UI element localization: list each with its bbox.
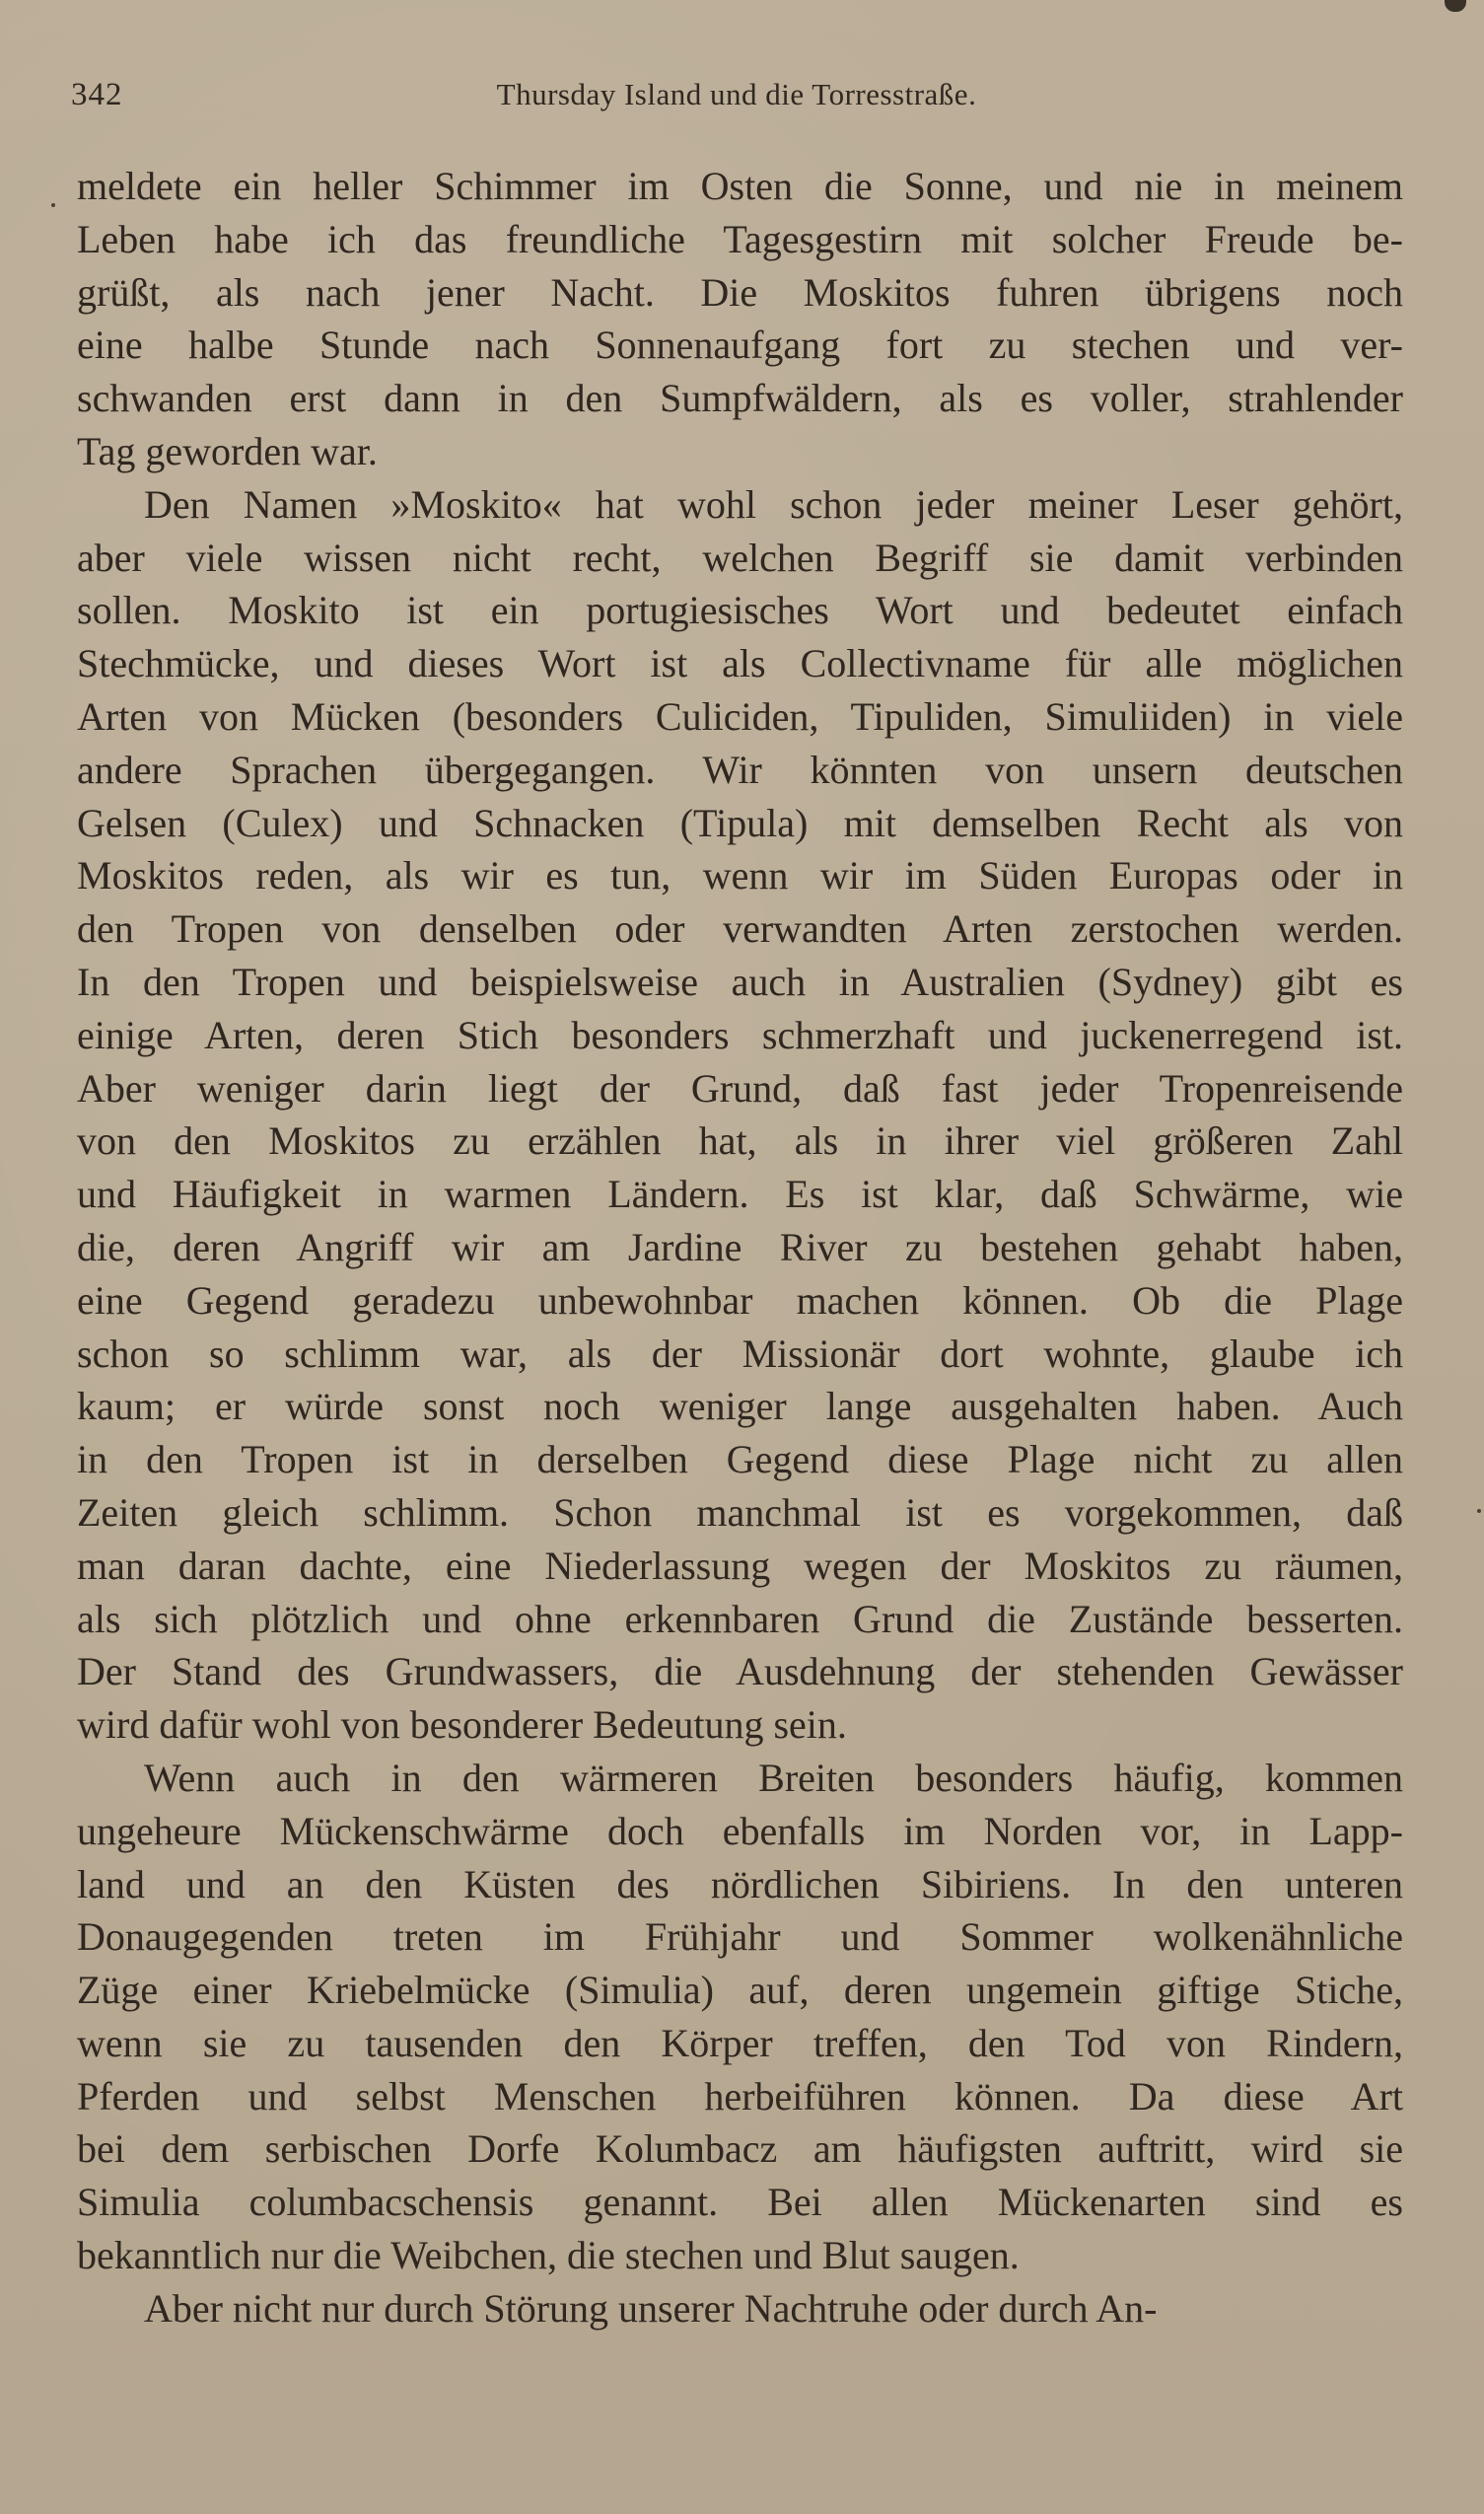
text-line: in den Tropen ist in derselben Gegend diese Plage nicht zu allen: [77, 1437, 1403, 1482]
text-line: Moskitos reden, als wir es tun, wenn wir im Süden Europas oder in: [77, 853, 1403, 898]
text-line: den Tropen von denselben oder verwandten Arten zerstochen werden.: [77, 906, 1403, 952]
text-line: als sich plötzlich und ohne erkennbaren Grund die Zustände besserten.: [77, 1596, 1403, 1641]
running-title: Thursday Island und die Torresstraße.: [496, 77, 977, 111]
text-line: einige Arten, deren Stich besonders schmerzhaft und juckenerregend ist.: [77, 1012, 1403, 1057]
text-line: Stechmücke, und dieses Wort ist als Collectivname für alle möglichen: [77, 641, 1403, 686]
text-line: und Häufigkeit in warmen Ländern. Es ist klar, daß Schwärme, wie: [77, 1172, 1403, 1217]
page-speck: [51, 203, 55, 207]
text-line: Züge einer Kriebelmücke (Simulia) auf, deren ungemein giftige Stiche,: [77, 1968, 1403, 2013]
text-line: Tag geworden war.: [77, 428, 378, 473]
text-line: aber viele wissen nicht recht, welchen Begriff sie damit verbinden: [77, 535, 1403, 580]
page-header: [71, 77, 1402, 126]
text-line: Simulia columbacschensis genannt. Bei allen Mückenarten sind es: [77, 2180, 1403, 2225]
text-line: kaum; er würde sonst noch weniger lange ausgehalten haben. Auch: [77, 1384, 1403, 1429]
text-line: land und an den Küsten des nördlichen Sibiriens. In den unteren: [77, 1861, 1403, 1906]
paragraph: [77, 160, 1403, 478]
page-number: 342: [71, 77, 123, 112]
body-text: [77, 160, 1403, 2335]
text-line: Den Namen »Moskito« hat wohl schon jeder meiner Leser gehört,: [144, 481, 1403, 527]
text-line: man daran dachte, eine Niederlassung wegen der Moskitos zu räumen,: [77, 1543, 1403, 1588]
text-line: In den Tropen und beispielsweise auch in Australien (Sydney) gibt es: [77, 959, 1403, 1004]
text-line: ungeheure Mückenschwärme doch ebenfalls im Norden vor, in Lapp-: [77, 1808, 1403, 1853]
text-line: Gelsen (Culex) und Schnacken (Tipula) mit demselben Recht als von: [77, 800, 1403, 845]
text-line: die, deren Angriff wir am Jardine River zu bestehen gehabt haben,: [77, 1224, 1403, 1269]
text-line: wird dafür wohl von besonderer Bedeutung sein.: [77, 1702, 847, 1748]
text-line: Aber nicht nur durch Störung unserer Nachtruhe oder durch An-: [144, 2285, 1158, 2331]
text-line: Pferden und selbst Menschen herbeiführen können. Da diese Art: [77, 2073, 1403, 2119]
text-line: schon so schlimm war, als der Missionär dort wohnte, glaube ich: [77, 1330, 1403, 1376]
page-speck: [1477, 1509, 1481, 1513]
text-line: bei dem serbischen Dorfe Kolumbacz am häufigsten auftritt, wird sie: [77, 2126, 1403, 2172]
paragraph: [77, 1752, 1403, 2282]
text-line: Zeiten gleich schlimm. Schon manchmal ist es vorgekommen, daß: [77, 1489, 1403, 1535]
text-line: Aber weniger darin liegt der Grund, daß fast jeder Tropenreisende: [77, 1065, 1403, 1111]
text-line: schwanden erst dann in den Sumpfwäldern, als es voller, strahlender: [77, 376, 1403, 421]
text-line: Arten von Mücken (besonders Culiciden, Tipuliden, Simuliiden) in viele: [77, 693, 1403, 739]
text-line: Der Stand des Grundwassers, die Ausdehnung der stehenden Gewässer: [77, 1649, 1403, 1694]
text-line: Donaugegenden treten im Frühjahr und Sommer wolkenähnliche: [77, 1914, 1403, 1960]
text-line: Leben habe ich das freundliche Tagesgestirn mit solcher Freude be-: [77, 216, 1403, 261]
text-line: grüßt, als nach jener Nacht. Die Moskitos fuhren übrigens noch: [77, 269, 1403, 315]
paragraph: [77, 2282, 1403, 2335]
text-line: meldete ein heller Schimmer im Osten die Sonne, und nie in meinem: [77, 164, 1403, 208]
paragraph: [77, 478, 1403, 1752]
text-line: wenn sie zu tausenden den Körper treffen, den Tod von Rindern,: [77, 2020, 1403, 2065]
text-line: eine Gegend geradezu unbewohnbar machen können. Ob die Plage: [77, 1277, 1403, 1323]
text-line: andere Sprachen übergegangen. Wir könnten von unsern deutschen: [77, 747, 1403, 792]
page-corner-mark: [1445, 0, 1466, 12]
text-line: sollen. Moskito ist ein portugiesisches Wort und bedeutet einfach: [77, 588, 1403, 633]
text-line: von den Moskitos zu erzählen hat, als in ihrer viel größeren Zahl: [77, 1118, 1403, 1164]
text-line: eine halbe Stunde nach Sonnenaufgang fort zu stechen und ver-: [77, 323, 1403, 368]
text-line: bekanntlich nur die Weibchen, die stechen und Blut saugen.: [77, 2233, 1020, 2278]
text-line: Wenn auch in den wärmeren Breiten besonders häufig, kommen: [144, 1755, 1403, 1800]
